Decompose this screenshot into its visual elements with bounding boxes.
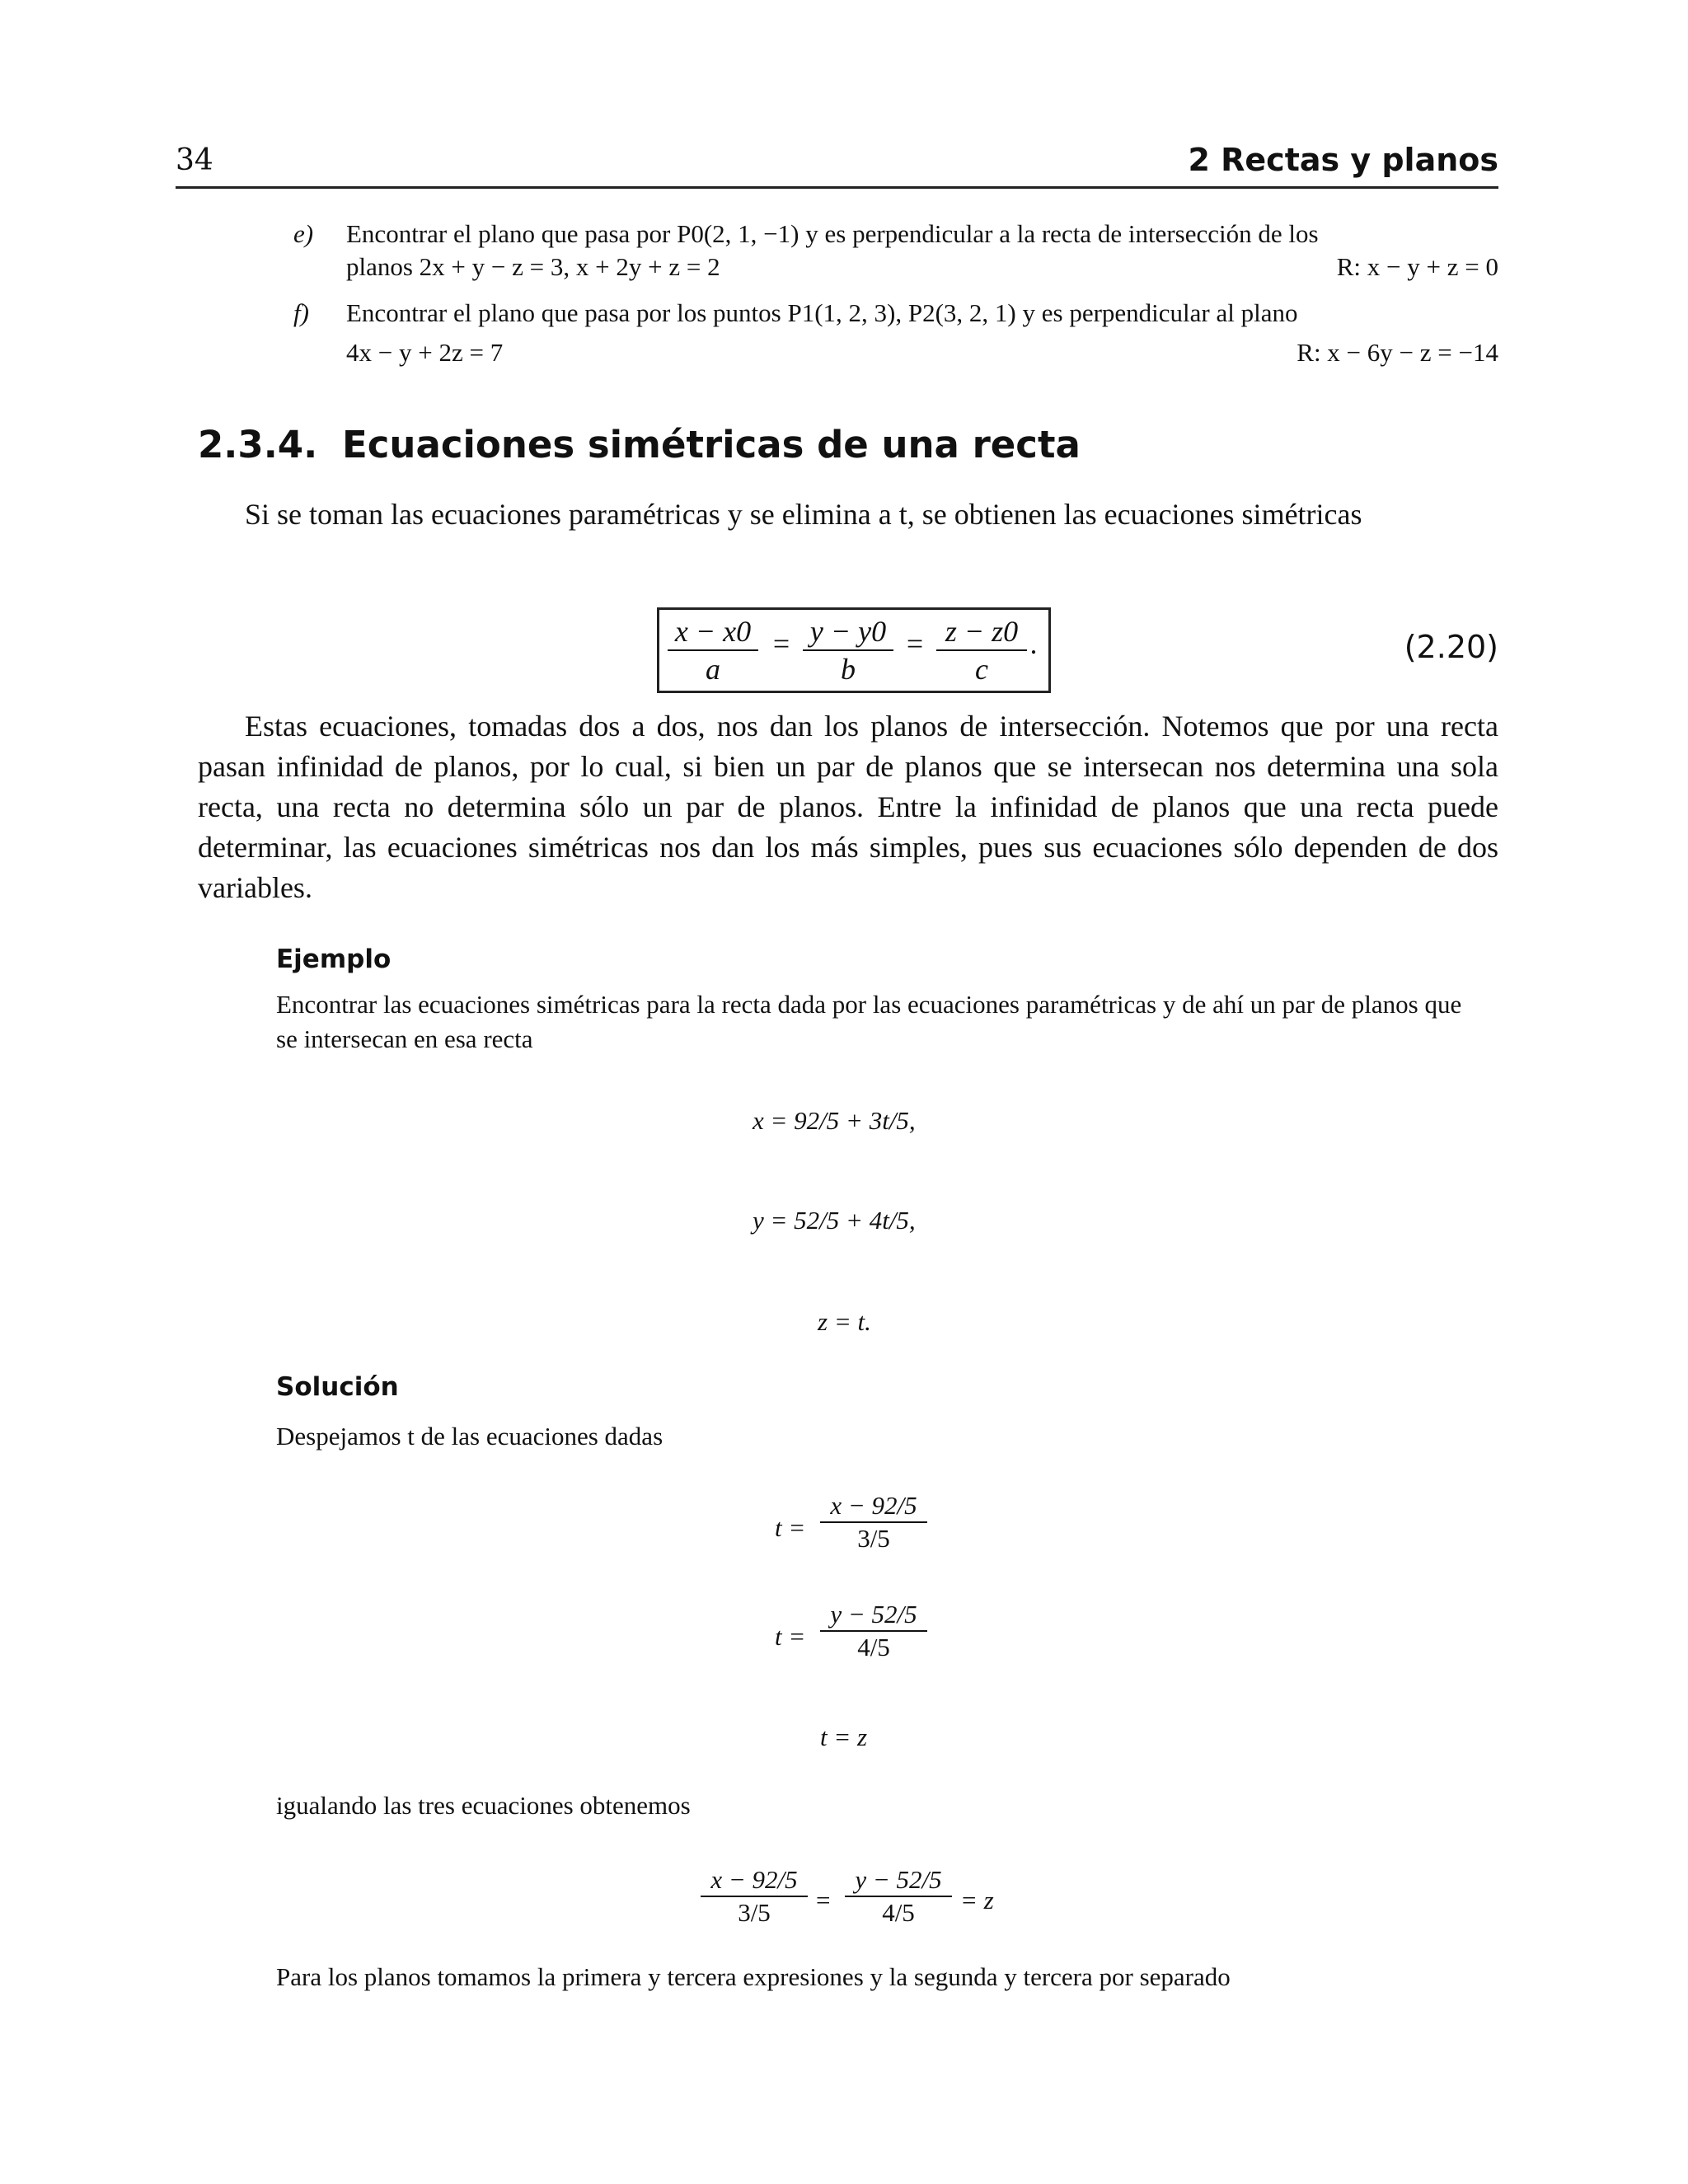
param-eq-y: y = 52/5 + 4t/5, (753, 1206, 916, 1235)
exercise-line-2: planos 2x + y − z = 3, x + 2y + z = 2 (346, 252, 720, 281)
fraction-x (668, 613, 758, 687)
section-heading (198, 423, 1081, 466)
t-eq-2-fraction (820, 1599, 927, 1663)
fraction-y (803, 613, 893, 687)
equate-text: igualando las tres ecuaciones obtenemos (276, 1791, 691, 1820)
section-title: Ecuaciones simétricas de una recta (342, 423, 1081, 466)
page-header (176, 138, 1498, 189)
fraction-denominator: c (975, 653, 988, 686)
fraction-numerator: y − y0 (809, 615, 887, 648)
section-number: 2.3.4. (198, 423, 318, 466)
exercise-e (293, 218, 1498, 284)
fraction-denominator: 3/5 (738, 1898, 771, 1927)
equals-sign: = (772, 627, 790, 660)
exercise-line-1: Encontrar el plano que pasa por P0(2, 1, −1) y es perpendicular a la recta de intersección de los (346, 219, 1319, 248)
equals-sign: = (816, 1886, 831, 1915)
fraction-denominator: b (841, 653, 856, 686)
chapter-title: 2 Rectas y planos (1188, 142, 1498, 178)
equals-z: = z (960, 1886, 994, 1915)
t-eq-1-fraction (820, 1490, 927, 1554)
intro-paragraph (198, 494, 1498, 535)
exercise-answer: R: x − y + z = 0 (1336, 252, 1498, 281)
t-equals-z: t = z (820, 1722, 868, 1751)
exercise-label: e) (293, 219, 314, 248)
t-eq-2-lhs: t = (775, 1622, 806, 1651)
equation-number: (2.20) (1404, 629, 1498, 665)
example-heading: Ejemplo (276, 944, 392, 974)
exercise-line-2: 4x − y + 2z = 7 (346, 338, 504, 367)
equals-sign: = (906, 627, 924, 660)
t-eq-1-lhs: t = (775, 1513, 806, 1542)
fraction-denominator: a (706, 653, 720, 686)
fraction-denominator: 3/5 (857, 1524, 890, 1553)
fraction-z (936, 613, 1027, 687)
fraction-denominator: 4/5 (857, 1633, 890, 1661)
intro-text: Si se toman las ecuaciones paramétricas y se elimina a t, se obtienen las ecuaciones simétricas (245, 498, 1362, 531)
equation-period: . (1029, 627, 1038, 660)
fraction-numerator: x − 92/5 (830, 1491, 917, 1520)
exercise-label: f) (293, 298, 309, 327)
page-number: 34 (176, 143, 213, 177)
fraction-numerator: z − z0 (945, 615, 1019, 648)
solution-text: Despejamos t de las ecuaciones dadas (276, 1422, 663, 1451)
combined-fraction-1 (701, 1864, 808, 1929)
body-text: Estas ecuaciones, tomadas dos a dos, nos dan los planos de intersección. Notemos que por una recta pasan infinidad de planos, por lo cual, si bien un par de planos que se intersecan nos determina una sola recta, una recta no determina sólo un par de planos. Entre la infinidad de planos que una recta puede determinar, las ecuaciones simétricas nos dan los más simples, pues sus ecuaciones sólo dependen de dos variables. (198, 710, 1498, 904)
exercise-line-1: Encontrar el plano que pasa por los puntos P1(1, 2, 3), P2(3, 2, 1) y es perpendicular al plano (346, 298, 1298, 327)
combined-fraction-2 (845, 1864, 952, 1929)
boxed-equation (657, 607, 1051, 693)
example-text: Encontrar las ecuaciones simétricas para la recta dada por las ecuaciones paramétricas y de ahí un par de planos que se intersecan en esa recta (276, 990, 1462, 1053)
fraction-numerator: y − 52/5 (855, 1865, 942, 1894)
exercise-f (293, 297, 1498, 371)
solution-heading: Solución (276, 1372, 399, 1402)
param-eq-x: x = 92/5 + 3t/5, (753, 1106, 916, 1135)
final-text: Para los planos tomamos la primera y tercera expresiones y la segunda y tercera por separado (276, 1962, 1231, 1991)
fraction-numerator: y − 52/5 (830, 1600, 917, 1629)
param-eq-z: z = t. (818, 1307, 871, 1336)
fraction-numerator: x − 92/5 (710, 1865, 798, 1894)
body-paragraph (198, 706, 1498, 908)
fraction-numerator: x − x0 (674, 615, 752, 648)
fraction-denominator: 4/5 (882, 1898, 915, 1927)
exercise-answer: R: x − 6y − z = −14 (1296, 338, 1498, 367)
